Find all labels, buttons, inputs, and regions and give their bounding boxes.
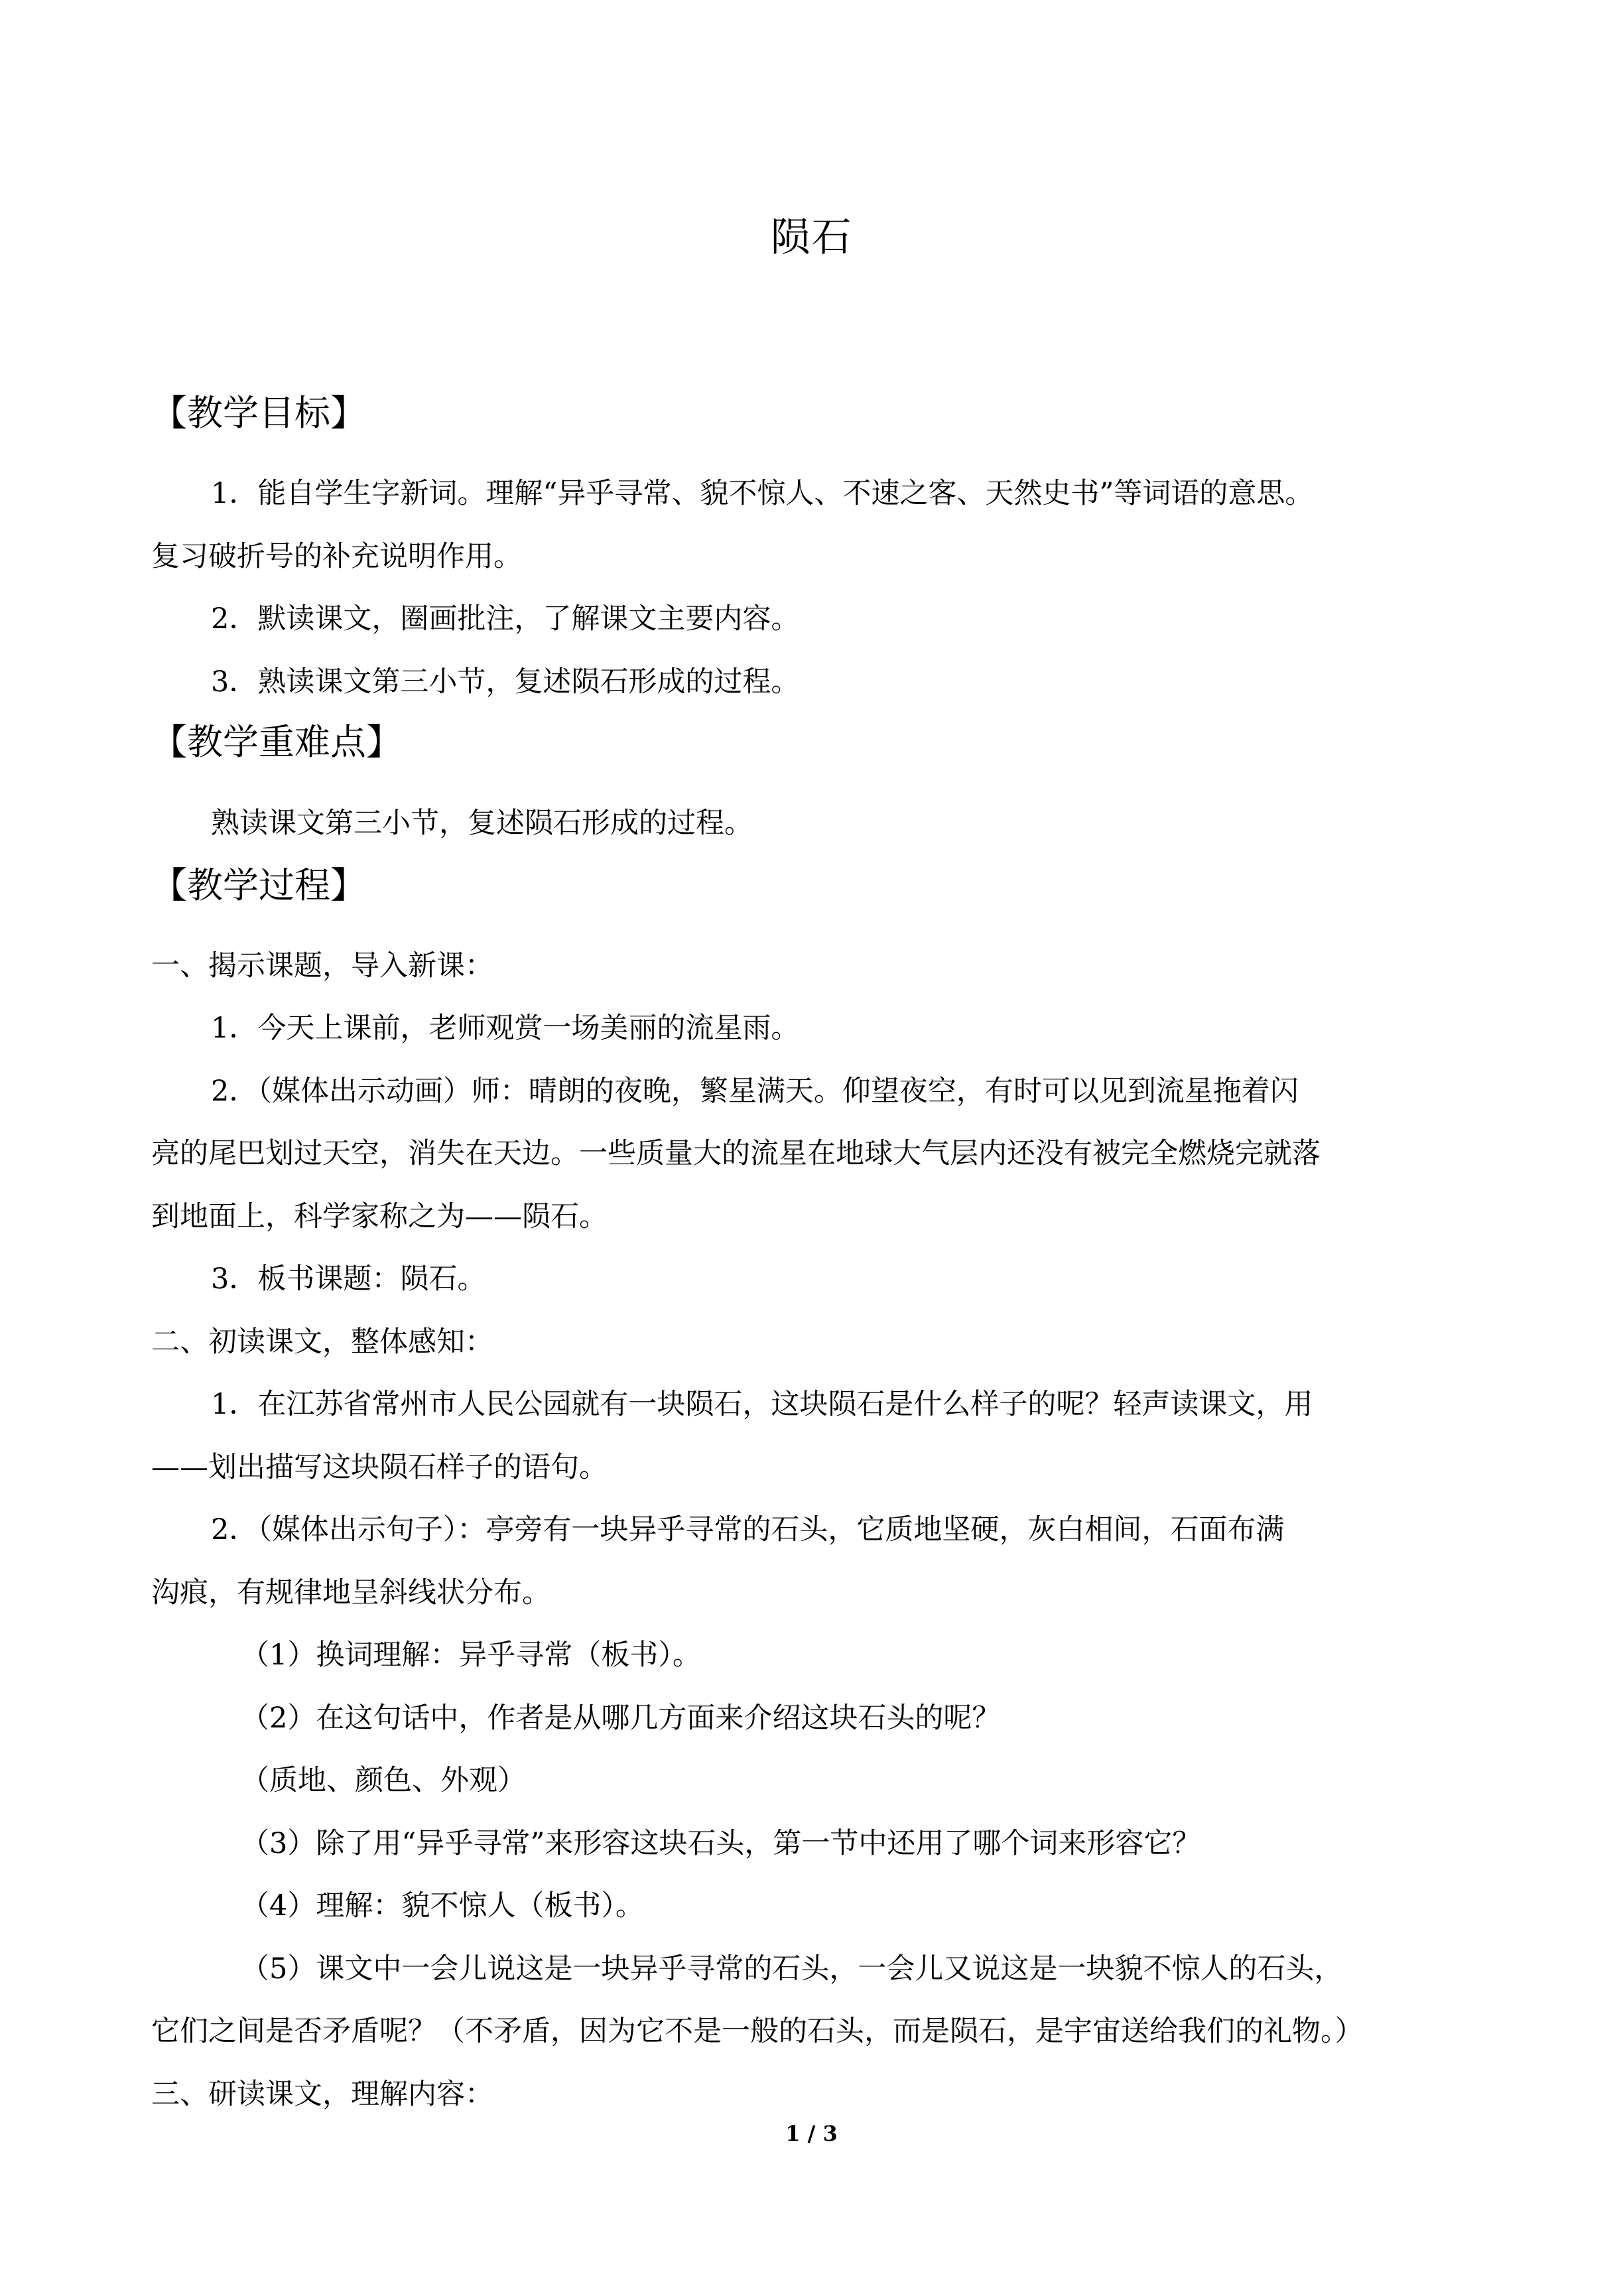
process-line: （3）除了用“异乎寻常”来形容这块石头，第一节中还用了哪个词来形容它？ xyxy=(241,1827,1201,1860)
key-line-1: 熟读课文第三小节，复述陨石形成的过程。 xyxy=(211,807,753,840)
goal-line-1-cont: 复习破折号的补充说明作用。 xyxy=(151,540,522,573)
process-line: 1．今天上课前，老师观赏一场美丽的流星雨。 xyxy=(211,1012,800,1045)
process-line: （质地、颜色、外观） xyxy=(241,1764,526,1797)
process-line: （2）在这句话中，作者是从哪几方面来介绍这块石头的呢？ xyxy=(241,1702,1001,1735)
process-line: 三、研读课文，理解内容： xyxy=(151,2078,493,2111)
section-heading-key: 【教学重难点】 xyxy=(151,721,402,763)
goal-line-3: 3．熟读课文第三小节，复述陨石形成的过程。 xyxy=(211,665,800,699)
page-number: 1 / 3 xyxy=(785,2121,838,2146)
process-line: 一、揭示课题，导入新课： xyxy=(151,949,493,982)
process-line: 它们之间是否矛盾呢？（不矛盾，因为它不是一般的石头，而是陨石，是宇宙送给我们的礼物。） xyxy=(151,2015,1364,2048)
process-line: 到地面上，科学家称之为——陨石。 xyxy=(151,1200,608,1233)
process-line: 2．（媒体出示动画）师：晴朗的夜晚，繁星满天。仰望夜空，有时可以见到流星拖着闪 xyxy=(211,1075,1299,1108)
process-line: （4）理解：貌不惊人（板书）。 xyxy=(241,1889,644,1923)
process-line: 3．板书课题：陨石。 xyxy=(211,1262,486,1296)
section-heading-goals: 【教学目标】 xyxy=(151,392,366,434)
process-line: ——划出描写这块陨石样子的语句。 xyxy=(151,1451,608,1484)
process-line: （1）换词理解：异乎寻常（板书）。 xyxy=(241,1639,701,1672)
process-line: （5）课文中一会儿说这是一块异乎寻常的石头，一会儿又说这是一块貌不惊人的石头， xyxy=(241,1952,1343,1986)
section-heading-process: 【教学过程】 xyxy=(151,864,366,906)
process-line: 1．在江苏省常州市人民公园就有一块陨石，这块陨石是什么样子的呢？轻声读课文，用 xyxy=(211,1388,1313,1421)
goal-line-2: 2．默读课文，圈画批注，了解课文主要内容。 xyxy=(211,602,800,636)
goal-line-1: 1．能自学生字新词。理解“异乎寻常、貌不惊人、不速之客、天然史书”等词语的意思。 xyxy=(211,477,1314,510)
page-title: 陨石 xyxy=(770,214,853,261)
process-line: 2．（媒体出示句子）：亭旁有一块异乎寻常的石头，它质地坚硬，灰白相间，石面布满 xyxy=(211,1513,1285,1546)
process-line: 亮的尾巴划过天空，消失在天边。一些质量大的流星在地球大气层内还没有被完全燃烧完就落 xyxy=(151,1137,1321,1170)
process-line: 沟痕，有规律地呈斜线状分布。 xyxy=(151,1576,551,1609)
process-line: 二、初读课文，整体感知： xyxy=(151,1325,493,1359)
